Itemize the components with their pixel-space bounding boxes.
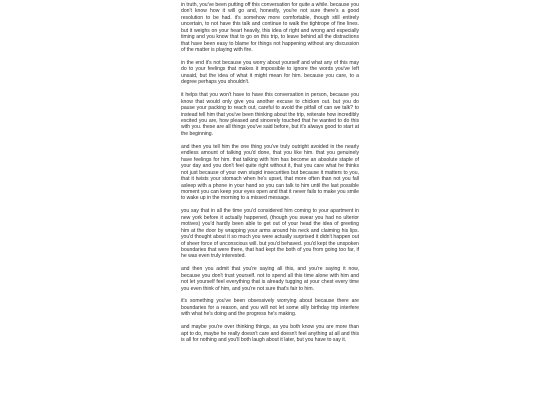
- story-text-column: [181, 2, 359, 350]
- story-paragraph-3: it helps that you won't have to have this conversation in person, because you know that would only give you another excuse to chicken out. but you do pause your packing to reach out, careful to avoid the pitfall of can we talk? to instead tell him that you've been thinking about the trip, reiterate how incredibly excited you are, how pleased and sincerely touched that he wanted to do this with you. these are all things you've said before, but it's always good to start at the beginning.: [181, 92, 359, 137]
- story-paragraph-8: and maybe you're over thinking things, as you both know you are more than apt to do, maybe he really doesn't care and doesn't feel anything at all and this is all for nothing and you'll both laugh about it later, but you have to say it.: [181, 324, 359, 344]
- story-paragraph-6: and then you admit that you're saying all this, and you're saying it now, because you don't trust yourself. not to spend all this time alone with him and not let yourself feel everything that is already tugging at your chest every time you even think of him, and you're not sure that's fair to him.: [181, 266, 359, 292]
- story-paragraph-2: in the end it's not because you worry about yourself and what any of this may do to your feelings that makes it impossible to ignore the words you've left unsaid, but the idea of what it might mean for him. because you care, to a degree perhaps you shouldn't.: [181, 60, 359, 86]
- story-paragraph-7: it's something you've been obsessively worrying about because there are boundaries for a reason, and you will not let some silly birthday trip interfere with what he's doing and the progress he's making.: [181, 298, 359, 318]
- story-paragraph-5: you say that in all the time you'd considered him coming to your apartment in new york before it actually happened, (though you swear you had no ulterior motives) you'd hardly been able to get out of your head the idea of greeting him at the door by wrapping your arms around his neck and claiming his lips. you'd thought about it so much you were actually surprised it didn't happen out of sheer force of unconscious will. but you'd behaved. you'd kept the unspoken boundaries that were there, that had kept the both of you from going too far, if he was even truly interested.: [181, 208, 359, 260]
- story-paragraph-1: in truth, you've been putting off this conversation for quite a while. because you don't know how it will go and, honestly, you're not sure there's a good resolution to be had. it's somehow more comfortable, though still entirely uncertain, to not have this talk and continue to walk the tightrope of fine lines. but it weighs on your heart heavily, this idea of right and wrong and especially timing and you know that to go on this trip, to leave behind all the distractions that have been easy to blame for things not happening without any discussion of the matter is playing with fire.: [181, 2, 359, 54]
- story-paragraph-4: and then you tell him the one thing you've truly outright avoided in the nearly endless amount of talking you'd done, that you like him. that you genuinely have feelings for him. that talking with him has become an absolute staple of your day and you don't feel quite right without it, that you care what he thinks not just because of your own stupid insecurities but because it matters to you, that it twists your stomach when he's upset, that more often than not you fall asleep with a phone in your hand so you can talk to him until the last possible moment you can keep your eyes open and that it never fails to make you smile to wake up in the morning to a missed message.: [181, 143, 359, 202]
